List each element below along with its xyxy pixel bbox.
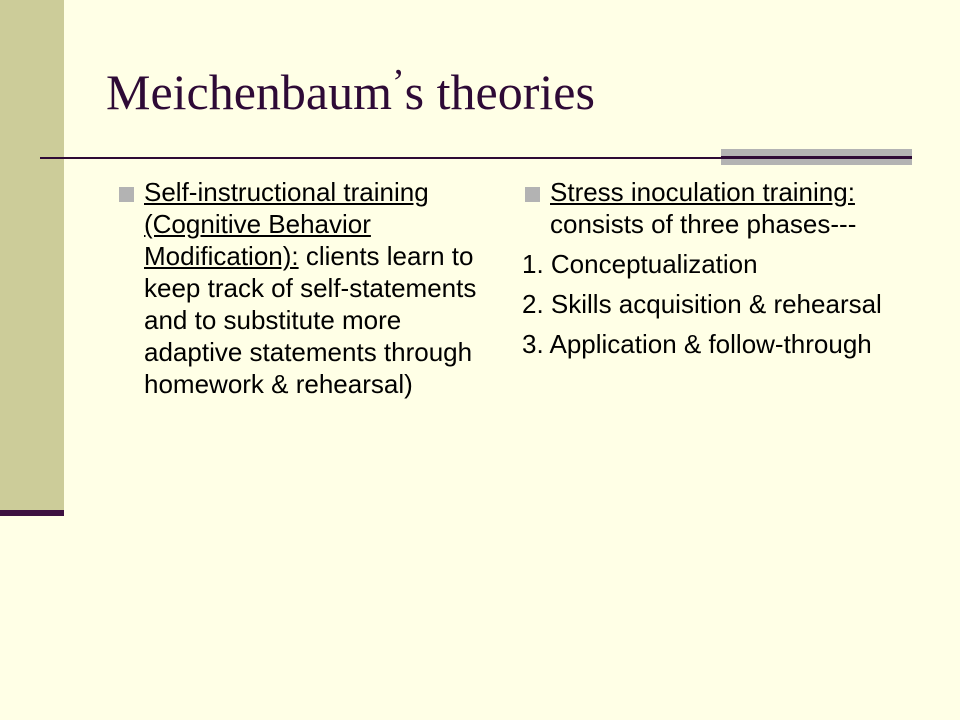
bullet-stress-inoculation-training [522,176,882,240]
phase-item-3: 3. Application & follow-through [522,329,872,359]
left-column [116,176,496,400]
right-column [522,176,882,360]
self-instructional-description: clients learn to keep track of self-statements and to substitute more adaptive statements through homework & rehearsal) [144,241,477,399]
slide-title [106,62,595,127]
stress-inoculation-term: Stress inoculation training: [550,177,855,207]
phase-item-2: 2. Skills acquisition & rehearsal [522,289,882,319]
bullet-self-instructional-training [116,176,496,400]
self-instructional-term: Self-instructional training (Cognitive Behavior Modification): [144,177,429,271]
bullet-square-icon [525,187,540,202]
phase-item-1: 1. Conceptualization [522,249,758,279]
slide-title-apostrophe: ’ [392,62,405,104]
slide-title-end: s theories [404,64,595,120]
stress-inoculation-description: consists of three phases--- [550,209,857,239]
bullet-square-icon [119,187,134,202]
left-band-base-bar [0,510,64,516]
title-divider-accent-line [721,156,912,159]
left-decorative-band [0,0,64,510]
slide-title-main: Meichenbaum [106,64,393,120]
